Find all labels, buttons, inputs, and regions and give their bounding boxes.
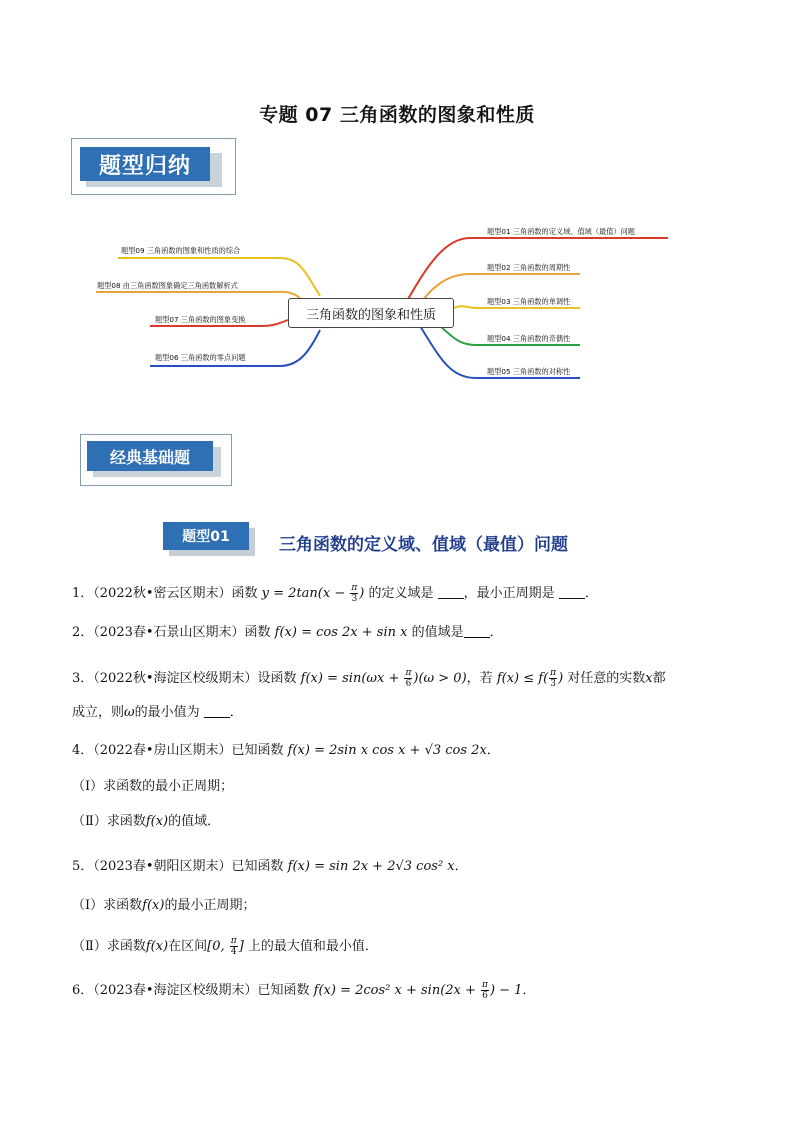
mindmap-node-09: 题型09 三角函数的图象和性质的综合 <box>121 246 241 255</box>
section-title: 三角函数的定义域、值域（最值）问题 <box>279 535 568 555</box>
question-6: 6．（2023春•海淀区校级期末）已知函数 f(x) = 2cos² x + sin(2x + $\frac{\pi}{6}$ ) − 1． <box>72 980 536 1001</box>
section-banner-types <box>71 138 236 195</box>
mindmap-node-07: 题型07 三角函数的图象变换 <box>155 315 246 324</box>
mindmap-center: 三角函数的图象和性质 <box>288 298 454 328</box>
answer-blank <box>204 705 230 718</box>
section-banner-basic <box>80 434 232 486</box>
question-5-part-2: （Ⅱ）求函数f(x)在区间[0, $\frac{\pi}{4}$ ] 上的最大值和最小值． <box>72 936 378 957</box>
mindmap-node-03: 题型03 三角函数的单调性 <box>487 297 571 306</box>
question-3: 3．（2022秋•海淀区校级期末）设函数 f(x) = sin(ωx + $\frac{\pi}{6}$ )(ω > 0)，若 f(x) ≤ f( $\frac{\pi}{3}$ ) 对任意的实数x都 <box>72 668 666 689</box>
question-1: 1．（2022秋•密云区期末）函数 y = 2tan(x − $\frac{\pi}{3}$ ) 的定义域是 ，最小正周期是 ． <box>72 583 598 604</box>
mindmap-node-05: 题型05 三角函数的对称性 <box>487 367 571 376</box>
mindmap-node-02: 题型02 三角函数的周期性 <box>487 263 571 272</box>
mindmap-node-06: 题型06 三角函数的零点问题 <box>155 353 246 362</box>
question-5: 5．（2023春•朝阳区期末）已知函数 f(x) = sin 2x + 2√3 cos² x． <box>72 859 468 874</box>
banner-label: 题型归纳 <box>80 147 210 181</box>
question-4: 4．（2022春•房山区期末）已知函数 f(x) = 2sin x cos x + √3 cos 2x． <box>72 743 500 758</box>
answer-blank <box>464 625 490 638</box>
question-2: 2．（2023春•石景山区期末）函数 f(x) = cos 2x + sin x 的值域是 ． <box>72 625 503 640</box>
question-4-part-1: （Ⅰ）求函数的最小正周期； <box>72 779 234 794</box>
question-4-part-2: （Ⅱ）求函数f(x)的值域． <box>72 814 221 829</box>
answer-blank <box>559 586 585 599</box>
mindmap-node-01: 题型01 三角函数的定义域、值域（最值）问题 <box>487 227 635 236</box>
question-3-cont: 成立，则ω的最小值为 ． <box>72 705 243 720</box>
banner-label: 经典基础题 <box>87 441 213 471</box>
page-title: 专题 07 三角函数的图象和性质 <box>259 104 535 126</box>
section-tag <box>163 522 255 556</box>
mindmap-node-04: 题型04 三角函数的奇偶性 <box>487 334 571 343</box>
mindmap-node-08: 题型08 由三角函数图象确定三角函数解析式 <box>97 281 238 290</box>
answer-blank <box>438 586 464 599</box>
section-tag-label: 题型01 <box>163 522 249 550</box>
question-5-part-1: （Ⅰ）求函数f(x)的最小正周期； <box>72 898 256 913</box>
